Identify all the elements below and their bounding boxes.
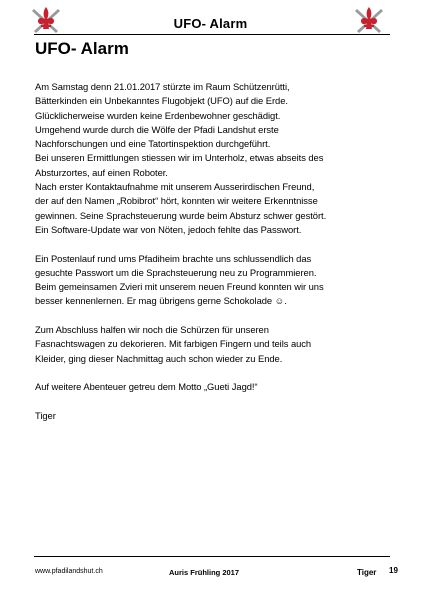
article-paragraph: [35, 409, 387, 423]
header-divider: [34, 34, 390, 35]
article-line: Kleider, ging dieser Nachmittag auch schon wieder zu Ende.: [35, 352, 283, 364]
article-line: der auf den Namen „Robibrot“ hört, konnten wir weitere Erkenntnisse: [35, 195, 318, 207]
article-line: gewinnen. Seine Sprachsteuerung wurde beim Absturz schwer gestört.: [35, 209, 327, 221]
article-title: UFO- Alarm: [35, 39, 129, 58]
article-line: Beim gemeinsamen Zvieri mit unserem neuen Freund konnten wir uns: [35, 281, 324, 293]
footer-author: Tiger: [357, 568, 377, 577]
article-line: Glücklicherweise wurden keine Erdenbewohner geschädigt.: [35, 109, 281, 121]
article-paragraph: [35, 252, 387, 309]
article-paragraph: [35, 80, 387, 237]
article-line: Nach erster Kontaktaufnahme mit unserem Ausserirdischen Freund,: [35, 181, 315, 193]
article-line: Umgehend wurde durch die Wölfe der Pfadi Landshut erste: [35, 123, 279, 135]
article-line: Zum Abschluss halfen wir noch die Schürzen für unseren: [35, 324, 269, 336]
article-line: Fasnachtswagen zu dekorieren. Mit farbigen Fingern und teils auch: [35, 338, 312, 350]
article-body: [35, 80, 387, 437]
article-line: Nachforschungen und eine Tatortinspektion durchgeführt.: [35, 138, 271, 150]
article-line: gesuchte Passwort um die Sprachsteuerung neu zu Programmieren.: [35, 266, 317, 278]
running-header-title: UFO- Alarm: [173, 16, 248, 31]
article-paragraph: [35, 380, 387, 394]
article-line: Bätterkinden ein Unbekanntes Flugobjekt (UFO) auf die Erde.: [35, 95, 288, 107]
article-paragraph: [35, 323, 387, 366]
article-line: besser kennenlernen. Er mag übrigens gerne Schokolade ☺.: [35, 295, 287, 307]
page-number: 19: [389, 566, 398, 575]
article-line: Tiger: [35, 409, 56, 421]
article-line: Bei unseren Ermittlungen stiessen wir im Unterholz, etwas abseits des: [35, 152, 324, 164]
article-line: Auf weitere Abenteuer getreu dem Motto „Gueti Jagd!“: [35, 381, 258, 393]
article-line: Absturzortes, auf einen Roboter.: [35, 166, 168, 178]
article-line: Ein Postenlauf rund ums Pfadiheim brachte uns schlussendlich das: [35, 252, 312, 264]
article-line: Ein Software-Update war von Nöten, jedoch fehlte das Passwort.: [35, 223, 302, 235]
footer-divider: [34, 556, 390, 557]
article-line: Am Samstag denn 21.01.2017 stürzte im Raum Schützenrütti,: [35, 81, 290, 92]
footer-website: www.pfadilandshut.ch: [35, 568, 103, 575]
footer-publication: Auris Frühling 2017: [169, 568, 240, 577]
